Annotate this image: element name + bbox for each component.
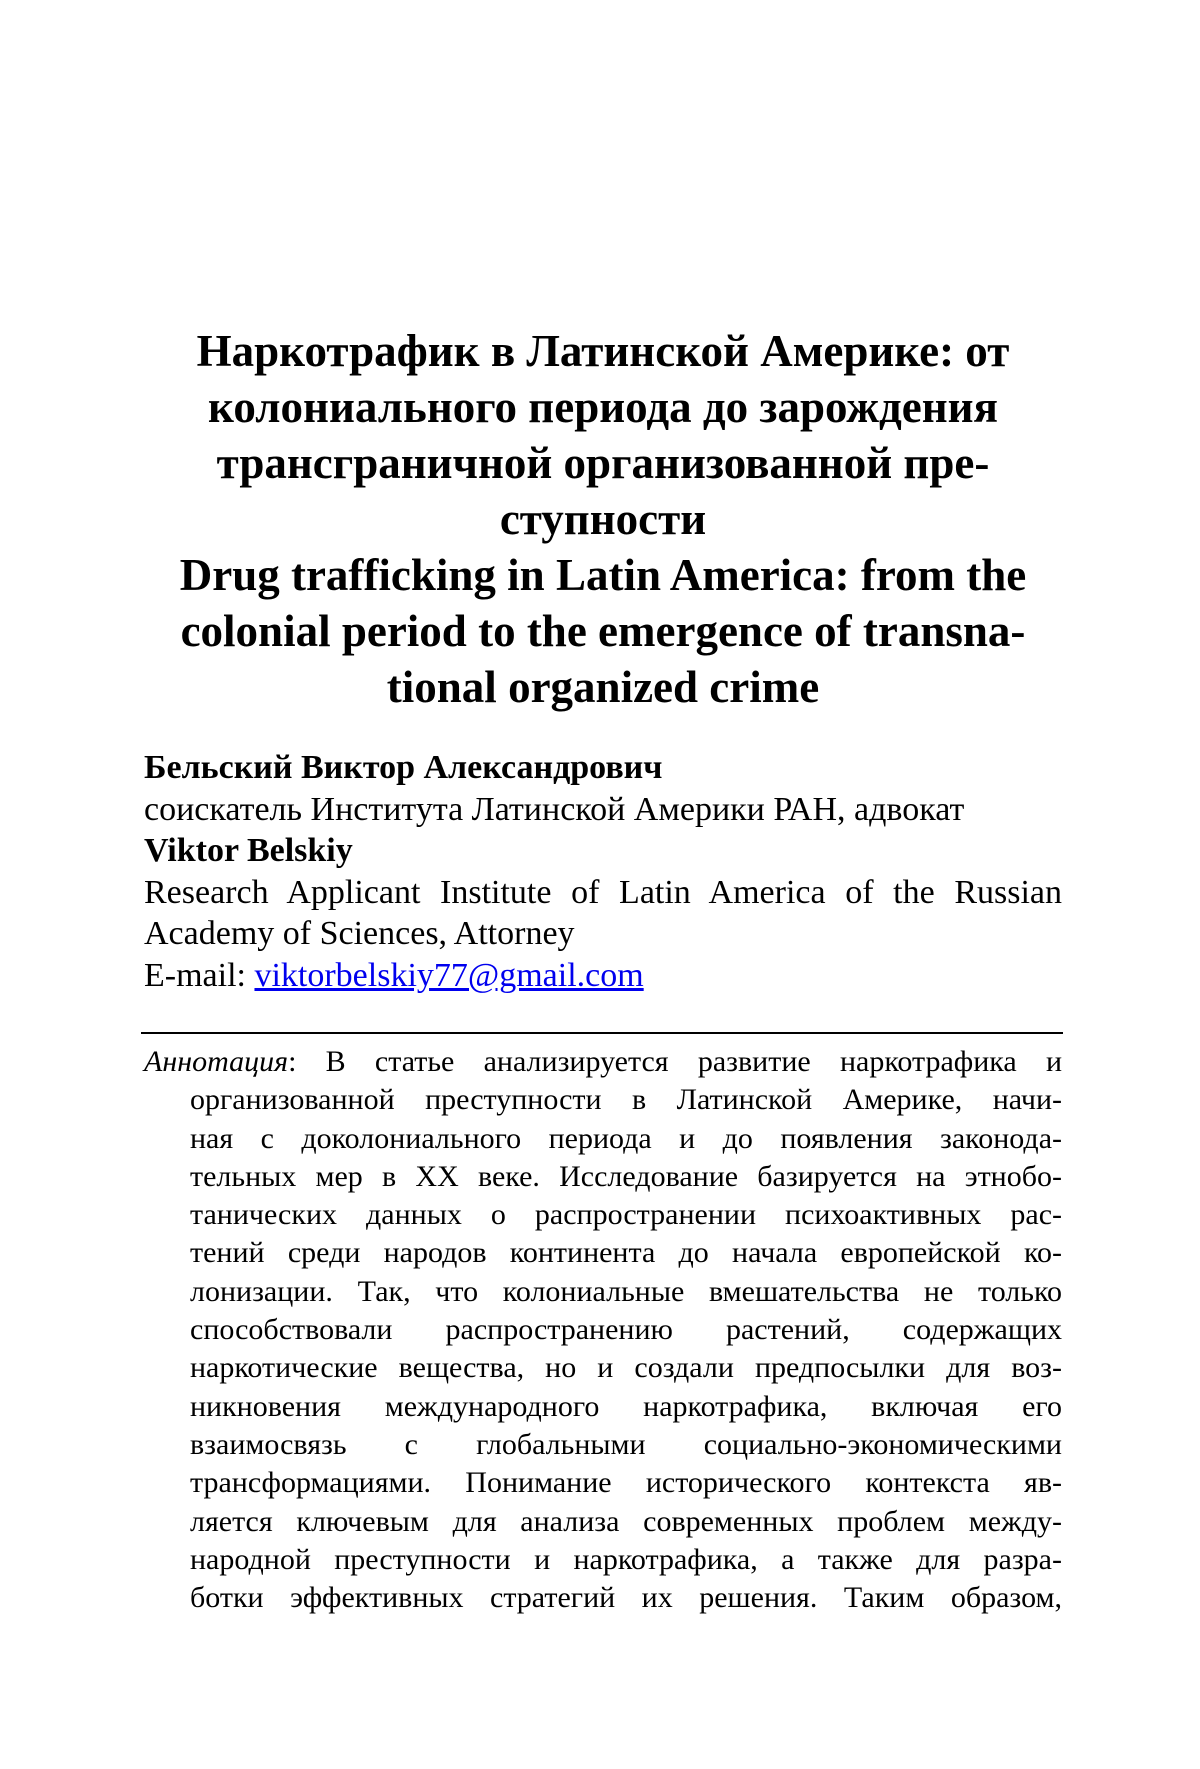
author-block xyxy=(144,747,1062,996)
abstract-label: Аннотация xyxy=(144,1045,289,1078)
abstract-line: тений среди народов континента до начала европейской ко- xyxy=(190,1236,1062,1270)
abstract xyxy=(144,1043,1062,1617)
email-link[interactable]: viktorbelskiy77@gmail.com xyxy=(254,956,644,994)
abstract-first-line-text: : В статье анализируется развитие наркотрафика и xyxy=(288,1045,1062,1078)
abstract-line: трансформациями. Понимание исторического контекста яв- xyxy=(190,1466,1062,1500)
abstract-line: танических данных о распространении психоактивных рас- xyxy=(190,1198,1062,1232)
title-en-line: tional organized crime xyxy=(386,662,820,712)
title-ru-line: Наркотрафик в Латинской Америке: от xyxy=(196,326,1010,376)
article-title xyxy=(144,323,1062,715)
abstract-line: ботки эффективных стратегий их решения. Таким образом, xyxy=(190,1581,1062,1615)
abstract-line: никновения международного наркотрафика, включая его xyxy=(190,1389,1062,1423)
email-line xyxy=(144,955,1062,997)
title-ru-line: трансграничной организованной пре- xyxy=(216,438,990,488)
author-name-ru: Бельский Виктор Александрович xyxy=(144,749,663,786)
document-page xyxy=(144,0,1062,1769)
email-label: E-mail: xyxy=(144,956,255,994)
title-ru-line: колониального периода до зарождения xyxy=(208,382,998,432)
title-en-line: colonial period to the emergence of transna- xyxy=(180,606,1026,656)
abstract-line: тельных мер в XX веке. Исследование базируется на этнобо- xyxy=(190,1159,1062,1193)
abstract-line: лонизации. Так, что колониальные вмешательства не только xyxy=(190,1274,1062,1308)
abstract-line: народной преступности и наркотрафика, а также для разра- xyxy=(190,1542,1062,1576)
horizontal-divider xyxy=(141,1032,1063,1034)
author-affiliation-en-line: Research Applicant Institute of Latin America of the Russian xyxy=(144,873,1062,911)
author-affiliation-ru: соискатель Института Латинской Америки РАН, адвокат xyxy=(144,790,965,828)
abstract-line xyxy=(144,1043,1062,1081)
author-affiliation-en-line: Academy of Sciences, Attorney xyxy=(144,915,575,952)
abstract-line: способствовали распространению растений, содержащих xyxy=(190,1313,1062,1347)
abstract-line: ная с доколониального периода и до появления законода- xyxy=(190,1121,1062,1155)
title-ru-line: ступности xyxy=(499,494,707,544)
abstract-line: наркотические вещества, но и создали предпосылки для воз- xyxy=(190,1351,1062,1385)
title-en-line: Drug trafficking in Latin America: from the xyxy=(179,550,1027,600)
abstract-line: ляется ключевым для анализа современных проблем между- xyxy=(190,1504,1062,1538)
abstract-line: взаимосвязь с глобальными социально-экономическими xyxy=(190,1427,1062,1461)
author-name-en: Viktor Belskiy xyxy=(144,832,353,869)
abstract-line: организованной преступности в Латинской Америке, начи- xyxy=(190,1083,1062,1117)
